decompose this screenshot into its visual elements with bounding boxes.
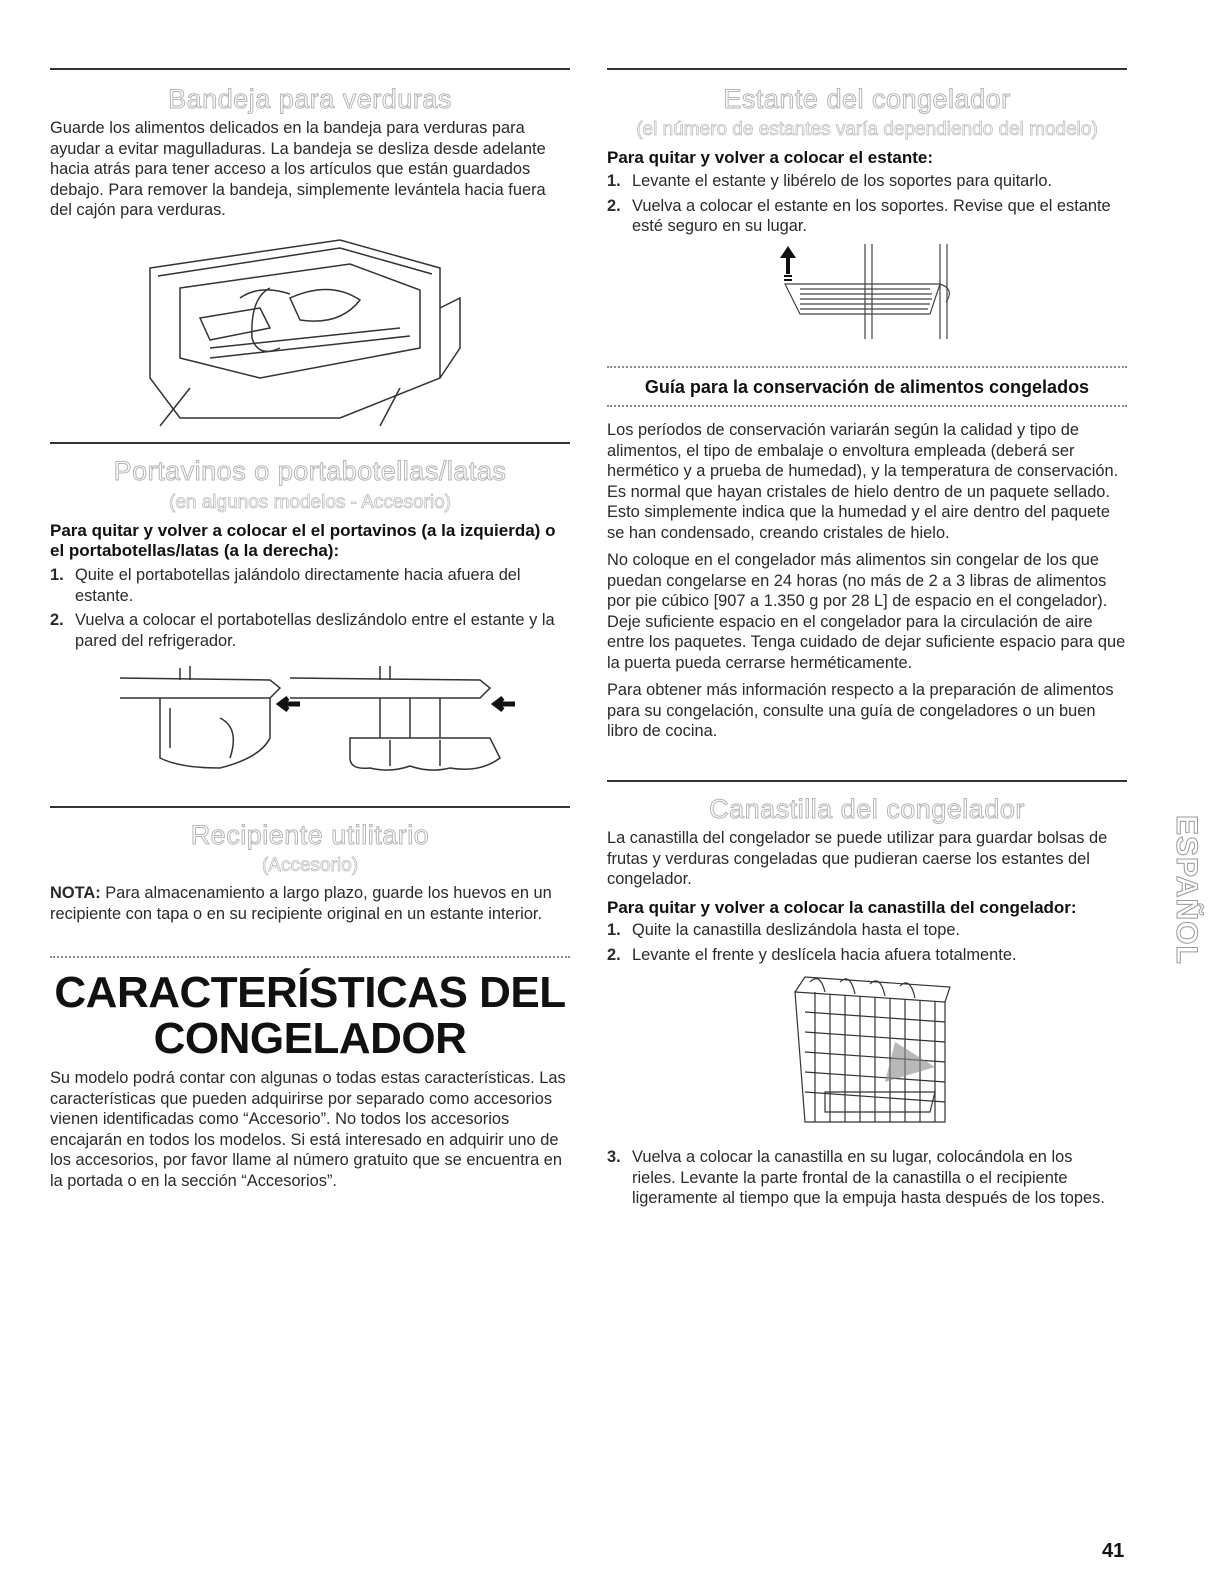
basket-step-3-list xyxy=(607,1147,1117,1213)
wine-subhead: Para quitar y volver a colocar el el portavinos (a la izquierda) o el portabotellas/latas (a la derecha): xyxy=(50,521,556,560)
freezer-features-body xyxy=(50,1068,570,1198)
rule-basket xyxy=(607,780,1127,782)
step-number: 2. xyxy=(50,611,64,629)
step-text: Vuelva a colocar el portabotellas deslizándolo entre el estante y la pared del refrigerador. xyxy=(75,611,555,650)
crisper-illustration xyxy=(140,228,480,428)
step-number: 1. xyxy=(607,921,621,939)
utility-subtitle: (Accesorio) xyxy=(261,855,359,876)
crisper-title: Bandeja para verduras xyxy=(168,84,452,114)
wine-title: Portavinos o portabotellas/latas xyxy=(113,456,507,486)
step-number: 2. xyxy=(607,945,621,964)
language-side-tab: ESPAÑOL xyxy=(1170,815,1203,965)
shelf-step-2 xyxy=(607,196,1117,237)
shelf-subtitle: (el número de estantes varía dependiendo del modelo) xyxy=(636,119,1098,140)
guide-paragraph-2: No coloque en el congelador más alimentos sin congelar de los que puedan congelarse en 24 horas (no más de 2 a 3 libras de alimentos por pie cúbico [907 a 1.350 g por 28 L] de espacio en el congelador). Deje suficiente espacio en el congelador para la circulación de aire entre los paquetes. Tenga cuidado de dejar suficiente espacio para que la puerta pueda cerrarse herméticamente. xyxy=(607,551,1126,672)
step-text: Quite la canastilla deslizándola hasta el tope. xyxy=(632,921,961,939)
wine-steps xyxy=(50,565,570,655)
step-number: 1. xyxy=(50,566,64,584)
crisper-paragraph: Guarde los alimentos delicados en la bandeja para verduras para ayudar a evitar magulladuras. La bandeja se desliza desde adelante hacia atrás para tener acceso a los artículos que están guardados debajo. Para remover la bandeja, simplemente levántela hacia fuera del cajón para verduras. xyxy=(50,119,546,219)
dotted-rule-guide-top xyxy=(607,366,1127,368)
guide-body xyxy=(607,420,1127,749)
guide-paragraph-3: Para obtener más información respecto a la preparación de alimentos para su congelación, consulte una guía de congeladores o un buen libro de cocina. xyxy=(607,681,1114,740)
basket-step-3 xyxy=(607,1147,1117,1209)
top-rule-left xyxy=(50,68,570,70)
shelf-title: Estante del congelador xyxy=(723,84,1011,114)
freezer-features-paragraph: Su modelo podrá contar con algunas o todas estas características. Las características que pueden adquirirse por separado como accesorios vienen identificadas como “Accesorio”. No todos los accesorios encajarán en todos los modelos. Si está interesado en adquirir uno de los accesorios, por favor llame al número gratuito que se encuentra en la portada o en la sección “Accesorios”. xyxy=(50,1069,566,1190)
basket-step-2 xyxy=(607,945,1117,966)
step-number: 3. xyxy=(607,1148,621,1166)
note-label: NOTA: xyxy=(50,884,101,902)
top-rule-right xyxy=(607,68,1127,70)
utility-title: Recipiente utilitario xyxy=(190,820,430,850)
shelf-subhead: Para quitar y volver a colocar el estante: xyxy=(607,148,933,167)
wine-step-1 xyxy=(50,565,570,606)
shelf-step-1 xyxy=(607,171,1117,192)
wine-subtitle: (en algunos modelos - Accesorio) xyxy=(169,492,451,513)
basket-paragraph: La canastilla del congelador se puede utilizar para guardar bolsas de frutas y verduras congeladas que pudieran caerse los estantes del congelador. xyxy=(607,829,1108,888)
step-number: 1. xyxy=(607,172,621,190)
freezer-features-title-2: CONGELADOR xyxy=(153,1014,467,1063)
basket-body xyxy=(607,828,1127,897)
step-text: Levante el frente y deslícela hacia afuera totalmente. xyxy=(632,945,1017,964)
page-number: 41 xyxy=(1102,1540,1125,1562)
step-number: 2. xyxy=(607,196,621,215)
dotted-rule-guide-bottom xyxy=(607,405,1127,407)
freezer-features-title-1: CARACTERÍSTICAS DEL xyxy=(54,968,566,1017)
rule-wine xyxy=(50,442,570,444)
freezer-basket-illustration xyxy=(785,972,955,1127)
basket-step-1 xyxy=(607,920,1117,941)
step-text: Vuelva a colocar la canastilla en su lugar, colocándola en los rieles. Levante la parte frontal de la canastilla o el recipiente ligeramente al tiempo que la empuja hasta después de los topes. xyxy=(632,1148,1105,1207)
step-text: Vuelva a colocar el estante en los soportes. Revise que el estante esté seguro en su lugar. xyxy=(632,196,1111,235)
freezer-shelf-illustration xyxy=(760,244,970,344)
step-text: Quite el portabotellas jalándolo directamente hacia afuera del estante. xyxy=(75,566,521,605)
utility-note xyxy=(50,883,570,931)
wine-step-2 xyxy=(50,610,570,651)
can-rack-illustration xyxy=(290,658,520,778)
guide-paragraph-1: Los períodos de conservación variarán según la calidad y tipo de alimentos, el tipo de embalaje o envoltura empleada (deberá ser hermético y a prueba de humedad), y la temperatura de conservación. Es normal que hayan cristales de hielo dentro de un paquete sellado. Esto simplemente indica que la humedad y el aire dentro del paquete se han condensado, creando cristales de hielo. xyxy=(607,421,1119,542)
crisper-body xyxy=(50,118,570,228)
basket-title: Canastilla del congelador xyxy=(709,794,1025,824)
shelf-steps xyxy=(607,171,1117,241)
basket-subhead: Para quitar y volver a colocar la canastilla del congelador: xyxy=(607,898,1077,917)
dotted-rule-features xyxy=(50,956,570,958)
basket-steps xyxy=(607,920,1117,969)
rule-utility xyxy=(50,806,570,808)
note-text: Para almacenamiento a largo plazo, guarde los huevos en un recipiente con tapa o en su recipiente original en un estante interior. xyxy=(50,884,552,923)
step-text: Levante el estante y libérelo de los soportes para quitarlo. xyxy=(632,172,1053,190)
guide-title: Guía para la conservación de alimentos congelados xyxy=(644,377,1090,397)
